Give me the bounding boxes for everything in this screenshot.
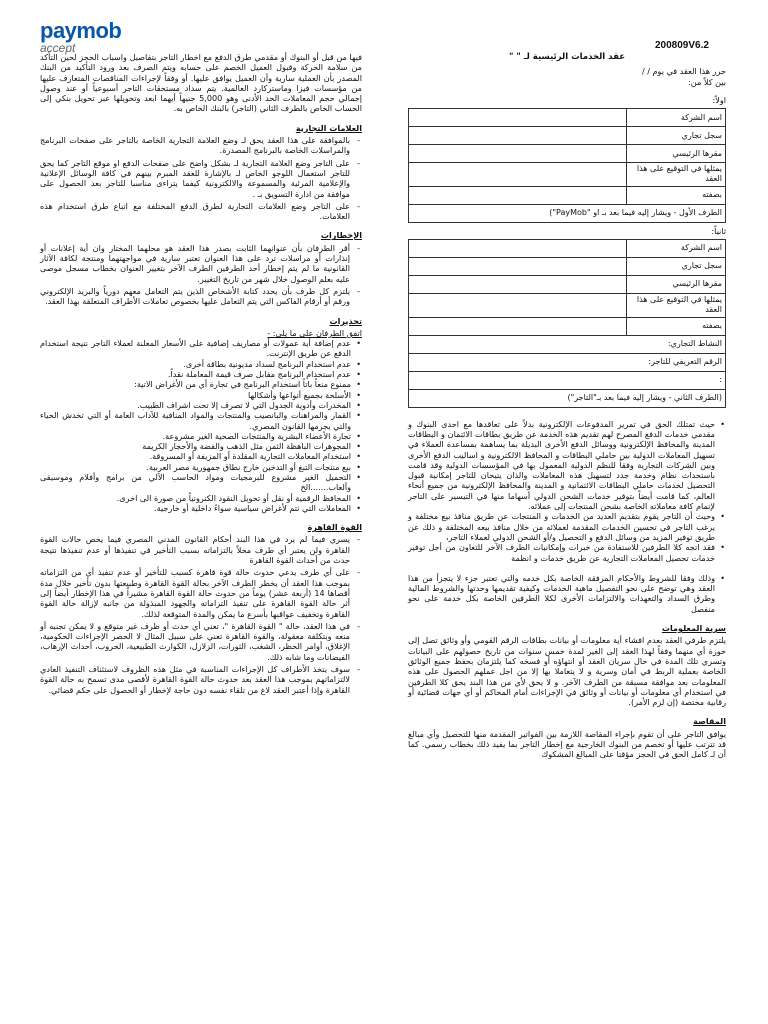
list-item: - في هذا العقد، حالة " القوة القاهرة "، تعني أي حدث أو ظرف غير متوقع و لا يمكن تجنبه أو منعه وبتكلفة معقولة، والقوة القاهرة تعني على سبيل المثال لا الحصر الإجراءات الحكومية، الإغلاق، أوامر الحظر، الشغب، الثورات، الزلازل، الكوارث الطبيعية، الحروب، أحداث الإرهاب، الفيضانات وما شابه ذلك. [40,621,362,662]
confidentiality-text: يلتزم طرفي العقد بعدم افشاء أية معلومات أو بيانات بطاقات الرقم القومي وأو وثائق تصل إلى حوزة أي منهما وفقاً لهذا العقد إلى الغير لمدة خمس سنوات من تاريخ حصولهم على البيانات وتسري تلك المدة في حال سريان العقد أو انتهاؤه أو فسخه كما يلتزمان بحفظ جميع الوثائق الخاصة بعملية الربط في أمان وسرية و لا يتعاملا بها إلا من اجل عملهم الحصول على هذه المعلومات بعد موافقة مسبقة من الطرف الآخر. و لا يحق لأي من هذا البند يحق كلا الطرفين في استخدام أي معلومات أو بيانات أو وثائق في الإجراءات أمام المحاكم أو أي جهات قضائية أو رقابية مختصة (إن لزم الأمر). [408,635,726,708]
confidentiality-heading: سرية المعلومات [661,623,726,634]
force-majeure-list [40,534,362,694]
force-majeure-heading: القوة القاهرة [307,522,362,533]
left-column [40,52,362,697]
contract-date-line: حرر هذا العقد في يوم / / [641,66,726,77]
list-item: • عدم استخدام البرنامج مقابل صرف قيمة المعاملة نقداً. [40,369,362,379]
merchant-id-colon: : [409,371,726,389]
field-label: مقرها الرئيسي [627,145,726,163]
list-item: • استخدام المعاملات التجارية المقلدة أو المزيفة أو المسروقة. [40,451,362,461]
field-label: اسم الشركة [627,109,726,127]
field-value[interactable] [409,145,627,163]
notices-heading: الإخطارات [320,230,362,241]
warnings-heading: تحذيرات [329,315,362,326]
table-row [409,240,726,258]
list-item: - يسري فيما لم يرد في هذا البند أحكام القانون المدني المصري فيما يخص حالات القوة القاهرة ولن يعتبر أي طرف مخلاً بالتزاماته بسبب التأخير في تنفيذها أو عدم تنفيذها نتيجة حدث من أحداث القوة القاهرة [40,534,362,565]
field-label: يمثلها في التوقيع على هذا العقد [627,163,726,187]
list-item: • فقد اتجه كلا الطرفين للاستفادة من خبرات وإمكانيات الطرف الآخر للتعاون من أجل توفير خدمات تحصيل المعاملات التجارية عن طريق خدمات و انظمة [408,542,726,563]
table-row [409,389,726,407]
list-item: • المجوهرات الباهظة الثمن مثل الذهب والفضة والأحجار الكريمة [40,441,362,451]
document-code: 200809V6.2 [655,40,709,51]
list-item: • بيع منتجات التبغ أو التدخين خارج نطاق جمهورية مصر العربية. [40,462,362,472]
recitals-list [408,419,726,614]
table-row [409,163,726,187]
table-row [409,335,726,353]
contract-title: عقد الخدمات الرئيسية لـ " " [508,52,626,62]
field-value[interactable] [409,240,627,258]
field-label: بصفته [627,186,726,204]
logo-tagline: accept [40,41,76,55]
list-item: - على التاجر وضع العلامات التجارية لطرق الدفع المختلفة مع اتباع طرق استخدام هذه العلامات. [40,201,362,222]
first-party-table [408,108,726,223]
trademarks-list [40,135,362,221]
field-value[interactable] [409,127,627,145]
list-item: • حيث تمتلك الحق في تمرير المدفوعات الإلكترونية بدلاً على تعاقدها مع احدى البنوك و مقدمي خدمات الدفع المصرح لهم تقديم هذه الخدمة عن طريق بطاقات الائتمان و البطاقات المدينة والمحافظ الإلكترونية ووسائل الدفع الأخرى البديلة بما يساهمة بمساعدة العملاء في تسهيل المعاملات الدولية بين حاملي البطاقات و المحافظ الالكترونية و اساليب الدفع الأخرى وبين الشركات التجارية وفقاً للنظم الدولية المعمول بها في المؤسسات الدولية وقد قامت باستحداث نظام وخدمة جدد لتسهيل هذه المعاملات والذان يتيحان للتاجر إمكانية قبول التحصيل لخدمات حاملي البطاقات الائتمانية و المدينة والمحافظ الإلكترونية من جميع أنحاء العالم، كما قامت أيضاً بتوفير خدمات الشحن الدولي أسهاما منها في التيسير على التاجر لإتمام كافة معاملاته الخاصة بشحن المنتجات إلى عملائه. [408,419,726,512]
list-item: • القمار والمراهنات والبانصيب والمنتجات والمواد المنافية للآداب العامة أو التي تخدش الحياء والتي يجرمها القانون المصري. [40,410,362,431]
business-activity-field[interactable]: النشاط التجاري: [409,335,726,353]
table-row [409,145,726,163]
payment-settlement-text: فيها من قبل أو البنوك أو مقدمي طرق الدفع مع اخطار التاجر بتفاصيل واسباب الحجز لحين التأكد من سلامة الحركة وقبول العميل الخصم على حسابه ويتم الصرف بعد ورود التأكيد من البنك المصدر بأن العملية سارية وأن العميل يوافق عليها. أو وفقاً لإجراءات المناقصات المتعارف عليها من مؤسسات فيزا وماستركارد العالمية. يتم سداد مستحقات التاجر أسبوعياً أو عند وصول إجمالي حجم المعاملات الحد الأدنى وهو 5,000 جنيهاً أيهما ابعد وتحويلها عبر تحويل بنكي إلى الحساب الخاص بالطرف الثاني (التاجر) بالبنك الخاص به. [40,52,362,114]
logo-wordmark: paymob [40,18,122,43]
field-label: يمثلها في التوقيع على هذا العقد [627,294,726,318]
between-parties-line: بين كلاً من: [688,76,726,87]
table-row [409,294,726,318]
second-party-table [408,239,726,408]
table-row [409,204,726,222]
list-item: • المخدرات وأدوية الجدول التي لا تصرف إلا تحت اشراف الطبيب. [40,400,362,410]
list-item: • عدم استخدام البرنامج لسداد مديونية بطاقة أخرى. [40,359,362,369]
trademarks-heading: العلامات التجارية [295,122,362,133]
list-item: • الأسلحة بجميع أنواعها وأشكالها [40,390,362,400]
field-value[interactable] [409,317,627,335]
field-value[interactable] [409,109,627,127]
table-row [409,371,726,389]
first-party-alias: الطرف الأول - ويشار إليه فيما بعد بـ او "PayMob") [409,204,726,222]
paymob-logo [40,20,121,54]
right-column [408,52,726,760]
field-value[interactable] [409,163,627,187]
second-party-label: ثانياً: [711,225,726,236]
setoff-heading: المقاصة [693,716,726,727]
warnings-list [40,338,362,513]
field-label: سجل تجاري [627,127,726,145]
field-label: سجل تجاري [627,258,726,276]
field-value[interactable] [409,276,627,294]
list-item: - يلتزم كل طرف بأن يحدد كتابة الأشخاص الذين يتم التعامل معهم دورياً والبريد الإلكتروني ورقم أو أرقام الفاكس التي يتم التعامل عليها بخصوص تعاملات الأطراف المتعلقة بهذا العقد. [40,286,362,307]
table-row [409,276,726,294]
list-item: • المحافظ الرقمية أو نقل أو تحويل النقود الكترونياً من صورة الى اخرى. [40,493,362,503]
field-value[interactable] [409,258,627,276]
list-item: • ممنوع منعاً باتاً استخدام البرنامج في تجارة أي من الأغراض الاتية: [40,379,362,389]
field-value[interactable] [409,186,627,204]
list-item: - بالموافقة على هذا العقد يحق لـ وضع العلامة التجارية الخاصة بالتاجر على صفحات البرنامج والمراسلات الخاصة بالبرنامج المصدرة. [40,135,362,156]
list-item: - أقر الطرفان بأن عنوانهما الثابت بصدر هذا العقد هو محلهما المختار وان أية إعلانات أو إنذارات أو مراسلات ترد على هذا العنوان تعتبر سارية في مواجهتهما ومنتجة لكافة الآثار القانونية ما لم يتم إخطار أحد الطرفين الطرف الآخر بتغيير العنوان بخطاب مسجل موصى عليه بعلم الوصول خلال شهر من تاريخ التغيير. [40,243,362,284]
table-row [409,353,726,371]
list-item: • التحميل الغير مشروع للبرمجيات ومواد الحاسب الآلي من برامج وأفلام وموسيقى وألعاب.......الخ [40,472,362,493]
list-item: • تجارة الأعضاء البشرية والمنتجات الصحية الغير مشروعة. [40,431,362,441]
warnings-subheading: اتفق الطرفان على ما يلي: - [267,327,362,338]
field-label: مقرها الرئيسي [627,276,726,294]
field-label: بصفته [627,317,726,335]
list-item: • عدم إضافة أية عمولات أو مصاريف إضافية على الأسعار المعلنة لعملاء التاجر نتيجة استخدام الدفع عن طريق الإنترنت. [40,338,362,359]
merchant-id-field[interactable]: الرقم التعريفي للتاجر: [409,353,726,371]
field-label: اسم الشركة [627,240,726,258]
list-item: • وذلك وفقا للشروط والأحكام المرفقة الخاصة بكل خدمه والتي تعتبر جزء لا يتجزأ من هذا العقد وهي توضح على نحو التفصيل ماهية الخدمات وكيفية تقديمها وحدتها والشروط المالية وطرق السداد والتعهدات والالتزامات الأخرى لكلا الطرفين الخاصة بكل خدمة على نحو منفصل [408,573,726,614]
table-row [409,186,726,204]
list-item: - على التاجر وضع العلامة التجارية لـ بشكل واضح على صفحات الدفع او موقع التاجر كما يحق للتاجر استعمال اللوجو الخاص لـ بالإشارة للعقد المبرم بينهم في كافة الوسائل الإعلانية والإعلامية المرئية والمسموعة والالكترونية كيفما يتراءى مناسبا للتاجر بعد الحصول على موافقة من ادارة التسويق بـ . [40,158,362,199]
field-value[interactable] [409,294,627,318]
table-row [409,109,726,127]
notices-list [40,243,362,307]
list-item: • المعاملات التي تتم لأغراض سياسية سواءً داخلية أو خارجية. [40,503,362,513]
list-item: - على أي طرف يدعي حدوث حالة قوة قاهرة كسبب للتأخير أو عدم تنفيذ أي من التزاماته بموجب هذا العقد أن يخطر الطرف الآخر بحالة القوة القاهرة وطبيعتها بدون تأخير خلال مدة أقصاها 14 (أربعة عشر) يوماً من حدوث حالة القوة القاهرة مشيراً في هذا الإخطار أيضاً إلى أثر حالة القوة القاهرة على تنفيذ التزاماته والجهود المبذولة من جانبه لإزالة حالة القوة القاهرة وتخفيف عواقبها بأسرع ما يمكن والمدة المتوقعة لذلك. [40,567,362,618]
list-item: • وحيث أن التاجر يقوم بتقديم العديد من الخدمات و المنتجات عن طريق منافذ بيع مختلفة و يرغب التاجر في تحسين الخدمات المقدمة لعملائه من خلال منافذ بيعه المختلفة و ذلك عن طريق توفير المزيد من وسائل الدفع و التحصيل و/أو الشحن الدولي لعملاء التاجر، [408,511,726,542]
setoff-text: يوافق التاجر على أن تقوم بإجراء المقاصة اللازمة بين الفواتير المقدمة منها للتحصيل وأي مبالغ قد تترتب عليها أو تخصم من البنوك الخارجية مع إخطار التاجر بما يفيد ذلك بخطاب رسمي. كما أن لـ كامل الحق في الحجز مؤقتا على المبالغ المشكوك [408,728,726,760]
table-row [409,317,726,335]
table-row [409,258,726,276]
first-party-label: اولاً: [712,94,726,105]
second-party-alias: (الطرف الثاني - ويشار إليه فيما بعد بـ"التاجر") [409,389,726,407]
list-item: - سوف يتخذ الأطراف كل الإجراءات المناسبة في مثل هذه الظروف لاستئناف التنفيذ العادي لالتزاماتهم بموجب هذا العقد بعد حدوث حالة القوة القاهرة لأقصى مدى تسمح به حالة القوة القاهرة وإذا أعتبر العقد لاغ من تلقاء نفسه دون حاجة لإخطار أو الحصول على حكم قضائي. [40,664,362,695]
table-row [409,127,726,145]
